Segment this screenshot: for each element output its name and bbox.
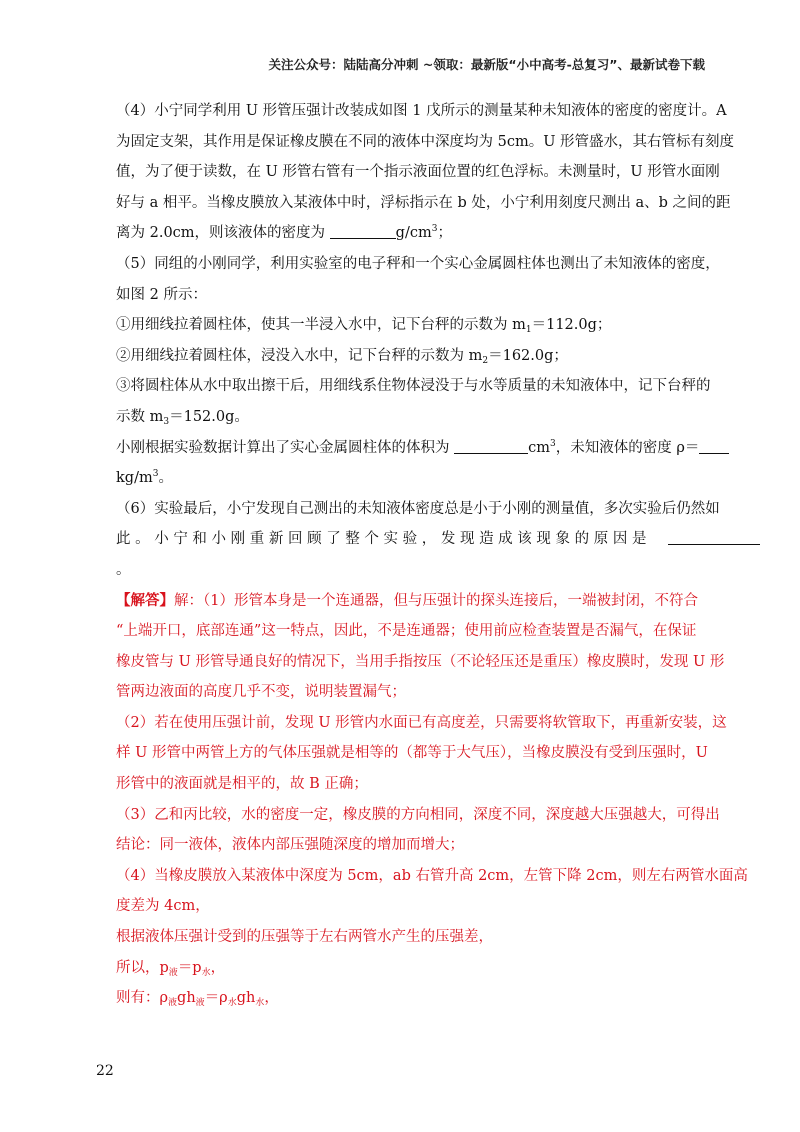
text-line: （4）当橡皮膜放入某液体中深度为 5cm，ab 右管升高 2cm，左管下降 2cm，则左右两管水面高 <box>116 867 748 884</box>
text-line: 根据液体压强计受到的压强等于左右两管水产生的压强差， <box>116 929 493 946</box>
text-fragment: ＝p <box>177 959 202 976</box>
text-line: 为固定支架，其作用是保证橡皮膜在不同的液体中深度均为 5cm。U 形管盛水，其右管标有刻度 <box>116 133 735 150</box>
unit-text: cm <box>528 439 550 456</box>
text-line: 。 <box>116 561 131 578</box>
text-line <box>116 341 726 372</box>
text-line <box>116 953 726 984</box>
text-line <box>116 310 726 341</box>
text-fragment: gh <box>236 990 256 1007</box>
text-fragment: ①用细线拉着圆柱体，使其一半浸入水中，记下台秤的示数为 m <box>116 317 526 334</box>
text-line: 值，为了便于读数，在 U 形管右管有一个指示液面位置的红色浮标。未测量时，U 形管水面刚 <box>116 164 720 181</box>
text-line <box>116 463 726 494</box>
subscript: 液 <box>168 998 178 1009</box>
text-line: ③将圆柱体从水中取出擦干后，用细线系住物体浸没于与水等质量的未知液体中，记下台秤的 <box>116 378 711 395</box>
unit-text: kg/m <box>116 470 153 487</box>
text-line: （5）同组的小刚同学，利用实验室的电子秤和一个实心金属圆柱体也测出了未知液体的密度， <box>116 255 720 272</box>
text-line: 橡皮管与 U 形管导通良好的情况下，当用手指按压（不论轻压还是重压）橡皮膜时，发现 U 形 <box>116 653 725 670</box>
text-fragment: ＝112.0g； <box>531 317 612 334</box>
text-line: 管两边液面的高度几乎不变，说明装置漏气； <box>116 684 406 701</box>
subscript: 液 <box>168 967 178 978</box>
text-line: 好与 a 相平。当橡皮膜放入某液体中时，浮标指示在 b 处，小宁利用刻度尺测出 a、b 之间的距 <box>116 194 731 211</box>
subscript: 2 <box>482 355 489 366</box>
subscript: 水 <box>227 998 237 1009</box>
text-fragment: ，未知液体的密度 ρ＝ <box>555 439 700 456</box>
page-header: 关注公众号：陆陆高分冲刺 ~领取：最新版“小中高考-总复习”、最新试卷下载 <box>268 57 705 72</box>
text-fragment: ＝152.0g。 <box>169 408 249 425</box>
text-line <box>116 218 726 249</box>
subscript: 水 <box>201 967 211 978</box>
text-fragment: 则有：ρ <box>116 990 169 1007</box>
document-body <box>116 96 748 1014</box>
answer-blank[interactable] <box>330 222 396 239</box>
page-number: 22 <box>96 1063 114 1079</box>
text-line: （6）实验最后，小宁发现自己测出的未知液体密度总是小于小刚的测量值，多次实验后仍然如 <box>116 500 720 517</box>
text-fragment: ； <box>437 225 452 242</box>
text-fragment: 此 。 小 宁 和 小 刚 重 新 回 顾 了 整 个 实 验 ， 发 现 造 成 该 现 象 的 原 因 是 <box>116 531 647 548</box>
text-fragment: ②用细线拉着圆柱体，浸没入水中，记下台秤的示数为 m <box>116 347 483 364</box>
subscript: 液 <box>195 998 205 1009</box>
text-line: 形管中的液面就是相平的，故 B 正确； <box>116 776 368 793</box>
text-fragment: 示数 m <box>116 408 164 425</box>
text-line: 如图 2 所示： <box>116 286 207 303</box>
text-line <box>116 524 726 555</box>
answer-blank[interactable] <box>699 437 729 454</box>
text-fragment: ＝162.0g； <box>488 347 568 364</box>
text-line <box>116 983 726 1014</box>
text-line: 样 U 形管中两管上方的气体压强就是相等的（都等于大气压），当橡皮膜没有受到压强时，U <box>116 745 708 762</box>
text-fragment: ＝ρ <box>204 990 228 1007</box>
text-line <box>116 586 726 617</box>
text-fragment: 离为 2.0cm，则该液体的密度为 <box>116 225 330 242</box>
superscript: 3 <box>549 438 556 449</box>
text-fragment: ， <box>210 959 226 976</box>
text-line: 结论：同一液体，液体内部压强随深度的增加而增大； <box>116 837 464 854</box>
answer-blank[interactable] <box>668 528 760 545</box>
unit-text: g/cm <box>395 225 432 242</box>
text-line: 度差为 4cm， <box>116 898 210 915</box>
answer-tag: 【解答】 <box>116 591 174 609</box>
text-line <box>116 433 726 464</box>
superscript: 3 <box>431 224 438 235</box>
text-fragment: 。 <box>158 470 173 487</box>
text-line: （4）小宁同学利用 U 形管压强计改装成如图 1 戊所示的测量某种未知液体的密度的密度计。A <box>116 103 727 119</box>
subscript: 1 <box>525 325 532 336</box>
text-line: “上端开口，底部连通”这一特点，因此，不是连通器；使用前应检查装置是否漏气，在保证 <box>116 623 697 640</box>
text-line <box>116 402 726 433</box>
text-fragment: 所以，p <box>116 959 169 976</box>
text-fragment: 小刚根据实验数据计算出了实心金属圆柱体的体积为 <box>116 439 455 456</box>
subscript: 3 <box>163 416 170 427</box>
answer-blank[interactable] <box>454 437 528 454</box>
subscript: 水 <box>255 998 265 1009</box>
text-fragment: 解：（1）形管本身是一个连通器，但与压强计的探头连接后，一端被封闭，不符合 <box>174 592 698 609</box>
text-fragment: gh <box>177 990 196 1007</box>
text-line: （3）乙和丙比较，水的密度一定，橡皮膜的方向相同，深度不同，深度越大压强越大，可得出 <box>116 806 720 823</box>
text-line: （2）若在使用压强计前，发现 U 形管内水面已有高度差，只需要将软管取下，再重新安装，这 <box>116 714 727 731</box>
answer-section <box>116 586 748 1014</box>
superscript: 3 <box>152 469 159 480</box>
text-fragment: ， <box>264 990 279 1007</box>
